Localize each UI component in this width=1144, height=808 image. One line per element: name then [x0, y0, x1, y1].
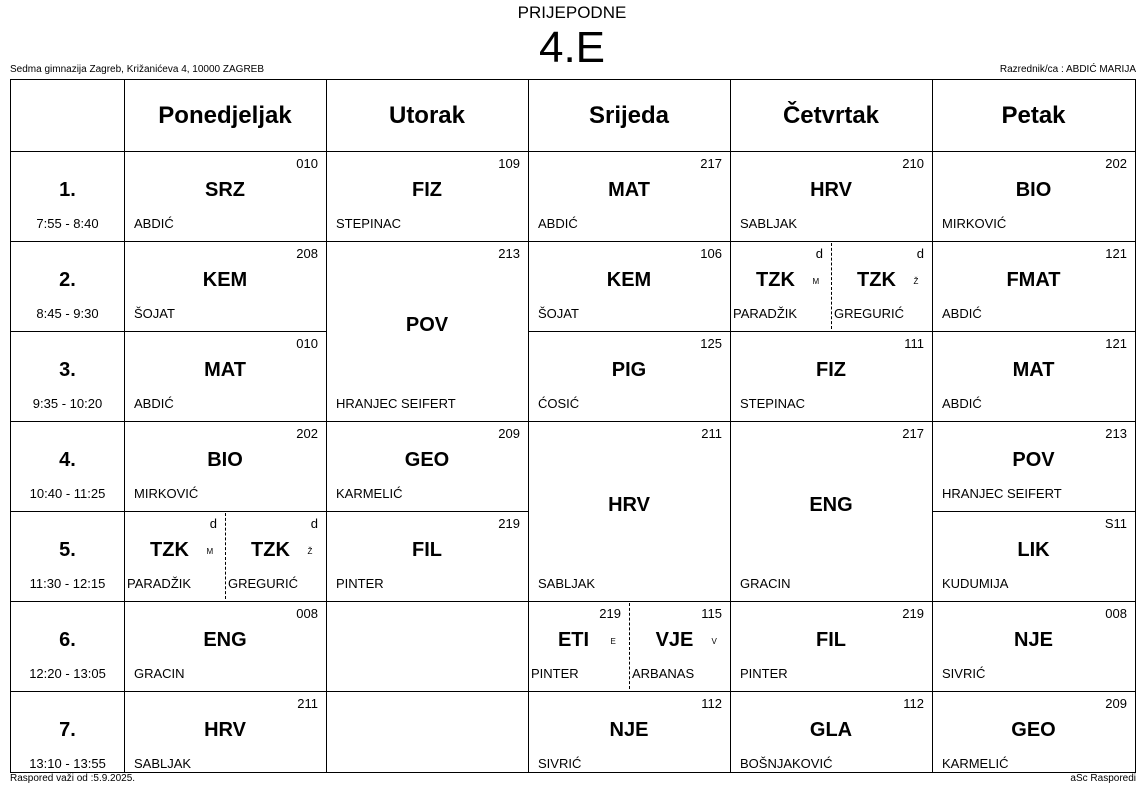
- row-divider: [932, 601, 1135, 602]
- school-name: Sedma gimnazija Zagreb, Križanićeva 4, 10000 ZAGREB: [10, 64, 265, 75]
- row-divider: [124, 691, 326, 692]
- teacher-name: PINTER: [336, 576, 384, 591]
- teacher-name: GREGURIĆ: [834, 306, 905, 321]
- room-number: 106: [700, 246, 722, 261]
- subject-code: FIZ: [816, 359, 846, 381]
- room-number: 125: [700, 336, 722, 351]
- subject-code: FMAT: [1006, 269, 1061, 291]
- room-number: d: [209, 516, 217, 531]
- group-label: E: [610, 637, 616, 646]
- room-number: 213: [1105, 426, 1127, 441]
- group-label: Ž: [913, 277, 919, 286]
- teacher-name: MIRKOVIĆ: [942, 216, 1007, 231]
- row-divider: [528, 601, 730, 602]
- period-time: 7:55 - 8:40: [36, 216, 99, 231]
- room-number: 211: [701, 426, 722, 441]
- subject-code: NJE: [609, 719, 649, 741]
- period-time: 8:45 - 9:30: [36, 306, 99, 321]
- teacher-name: PINTER: [531, 666, 579, 681]
- subject-code: GEO: [404, 449, 450, 471]
- row-divider: [932, 511, 1135, 512]
- row-divider: [932, 691, 1135, 692]
- subject-code: HRV: [204, 719, 246, 741]
- teacher-name: SABLJAK: [740, 216, 798, 231]
- room-number: 211: [297, 696, 318, 711]
- subject-code: TZK: [756, 269, 795, 291]
- day-header: Srijeda: [588, 102, 670, 129]
- row-divider: [528, 241, 730, 242]
- row-divider: [730, 241, 932, 242]
- teacher-name: GREGURIĆ: [228, 576, 299, 591]
- row-divider: [932, 421, 1135, 422]
- row-divider: [11, 241, 124, 242]
- room-number: 219: [902, 606, 924, 621]
- teacher-name: SIVRIĆ: [942, 666, 986, 681]
- subject-code: FIZ: [412, 179, 442, 201]
- row-divider: [326, 511, 528, 512]
- subject-code: HRV: [810, 179, 852, 201]
- row-divider: [11, 511, 124, 512]
- subject-code: FIL: [412, 539, 442, 561]
- subject-code: SRZ: [205, 179, 245, 201]
- period-number: 4.: [59, 449, 76, 471]
- row-divider: [528, 691, 730, 692]
- row-divider: [730, 691, 932, 692]
- teacher-name: KARMELIĆ: [336, 486, 403, 501]
- teacher-name: ABDIĆ: [538, 216, 578, 231]
- period-number: 6.: [59, 629, 76, 651]
- day-header: Četvrtak: [782, 102, 880, 129]
- row-divider: [124, 601, 326, 602]
- subject-code: LIK: [1017, 539, 1050, 561]
- period-time: 11:30 - 12:15: [29, 576, 106, 591]
- row-divider: [11, 331, 124, 332]
- period-number: 5.: [59, 539, 76, 561]
- teacher-name: ABDIĆ: [942, 306, 982, 321]
- day-header: Ponedjeljak: [158, 102, 292, 129]
- subject-code: GEO: [1011, 719, 1056, 741]
- teacher-name: PARADŽIK: [733, 306, 798, 321]
- subject-code: POV: [405, 314, 449, 336]
- row-divider: [11, 421, 124, 422]
- row-divider: [124, 421, 326, 422]
- teacher-name: KUDUMIJA: [942, 576, 1009, 591]
- teacher-name: ŠOJAT: [538, 306, 579, 321]
- row-divider: [326, 601, 528, 602]
- row-divider: [730, 601, 932, 602]
- room-number: 209: [1105, 696, 1127, 711]
- room-number: 111: [904, 336, 924, 351]
- teacher-name: STEPINAC: [740, 396, 806, 411]
- room-number: 008: [1105, 606, 1127, 621]
- subject-code: KEM: [606, 269, 652, 291]
- room-number: d: [916, 246, 924, 261]
- timetable-grid: [10, 79, 1136, 773]
- teacher-name: ABDIĆ: [134, 396, 174, 411]
- subject-code: NJE: [1014, 629, 1053, 651]
- teacher-name: KARMELIĆ: [942, 756, 1009, 771]
- row-divider: [124, 511, 326, 512]
- teacher-name: PARADŽIK: [127, 576, 192, 591]
- teacher-name: GRACIN: [740, 576, 791, 591]
- class-title: 4.E: [538, 23, 606, 72]
- subject-code: KEM: [202, 269, 248, 291]
- valid-from: Raspored važi od :5.9.2025.: [10, 773, 136, 784]
- teacher-name: HRANJEC SEIFERT: [942, 486, 1062, 501]
- subject-code: BIO: [207, 449, 243, 471]
- period-time: 9:35 - 10:20: [32, 396, 103, 411]
- subject-code: MAT: [608, 179, 650, 201]
- room-number: 213: [498, 246, 520, 261]
- teacher-name: ĆOSIĆ: [538, 396, 580, 411]
- teacher-name: ABDIĆ: [942, 396, 982, 411]
- room-number: 010: [296, 336, 318, 351]
- class-teacher: Razrednik/ca : ABDIĆ MARIJA: [999, 64, 1136, 75]
- teacher-name: GRACIN: [134, 666, 185, 681]
- room-number: 217: [700, 156, 722, 171]
- subject-code: MAT: [1012, 359, 1055, 381]
- subject-code: TZK: [857, 269, 896, 291]
- teacher-name: ABDIĆ: [134, 216, 174, 231]
- subject-code: ENG: [203, 629, 247, 651]
- subject-code: HRV: [608, 494, 650, 516]
- teacher-name: SABLJAK: [538, 576, 596, 591]
- row-divider: [326, 691, 528, 692]
- subject-code: PIG: [611, 359, 647, 381]
- row-divider: [11, 691, 124, 692]
- room-number: 112: [701, 696, 722, 711]
- room-number: 202: [296, 426, 318, 441]
- room-number: 219: [498, 516, 520, 531]
- period-number: 1.: [59, 179, 76, 201]
- subject-code: ENG: [809, 494, 853, 516]
- teacher-name: MIRKOVIĆ: [134, 486, 199, 501]
- row-divider: [528, 331, 730, 332]
- subject-code: ETI: [557, 629, 590, 651]
- subject-code: TZK: [251, 539, 290, 561]
- room-number: d: [310, 516, 318, 531]
- room-number: S11: [1104, 516, 1127, 531]
- row-divider: [932, 241, 1135, 242]
- teacher-name: BOŠNJAKOVIĆ: [740, 756, 833, 771]
- period-time: 13:10 - 13:55: [29, 756, 106, 771]
- room-number: 112: [903, 696, 924, 711]
- period-time: 12:20 - 13:05: [29, 666, 106, 681]
- group-label: M: [812, 277, 820, 286]
- period-number: 2.: [59, 269, 76, 291]
- day-header: Petak: [1001, 102, 1066, 129]
- period-number: 3.: [59, 359, 76, 381]
- teacher-name: SIVRIĆ: [538, 756, 582, 771]
- subject-code: GLA: [809, 719, 853, 741]
- room-number: 202: [1105, 156, 1127, 171]
- room-number: 115: [701, 606, 722, 621]
- subject-code: VJE: [655, 629, 694, 651]
- subject-code: BIO: [1015, 179, 1052, 201]
- period-time: 10:40 - 11:25: [29, 486, 106, 501]
- room-number: 210: [902, 156, 924, 171]
- group-label: M: [206, 547, 214, 556]
- row-divider: [326, 421, 528, 422]
- room-number: 209: [498, 426, 520, 441]
- room-number: 208: [296, 246, 318, 261]
- teacher-name: ARBANAS: [632, 666, 695, 681]
- teacher-name: SABLJAK: [134, 756, 192, 771]
- day-header: Utorak: [388, 102, 466, 129]
- teacher-name: ŠOJAT: [134, 306, 175, 321]
- teacher-name: STEPINAC: [336, 216, 402, 231]
- room-number: 109: [498, 156, 520, 171]
- room-number: 121: [1105, 336, 1127, 351]
- subject-code: POV: [1012, 449, 1055, 471]
- room-number: 008: [296, 606, 318, 621]
- room-number: 121: [1105, 246, 1127, 261]
- room-number: 010: [296, 156, 318, 171]
- group-label: Ž: [307, 547, 313, 556]
- row-divider: [730, 331, 932, 332]
- subject-code: MAT: [204, 359, 246, 381]
- row-divider: [124, 331, 326, 332]
- row-divider: [11, 601, 124, 602]
- software-brand: aSc Rasporedi: [1070, 773, 1136, 784]
- row-divider: [124, 241, 326, 242]
- room-number: 219: [599, 606, 621, 621]
- room-number: d: [815, 246, 823, 261]
- row-divider: [932, 331, 1135, 332]
- group-label: V: [711, 637, 717, 646]
- subject-code: FIL: [816, 629, 846, 651]
- row-divider: [730, 421, 932, 422]
- shift-label: PRIJEPODNE: [517, 3, 627, 22]
- room-number: 217: [902, 426, 924, 441]
- teacher-name: PINTER: [740, 666, 788, 681]
- subject-code: TZK: [150, 539, 189, 561]
- row-divider: [326, 241, 528, 242]
- row-divider: [528, 421, 730, 422]
- teacher-name: HRANJEC SEIFERT: [336, 396, 456, 411]
- period-number: 7.: [59, 719, 76, 741]
